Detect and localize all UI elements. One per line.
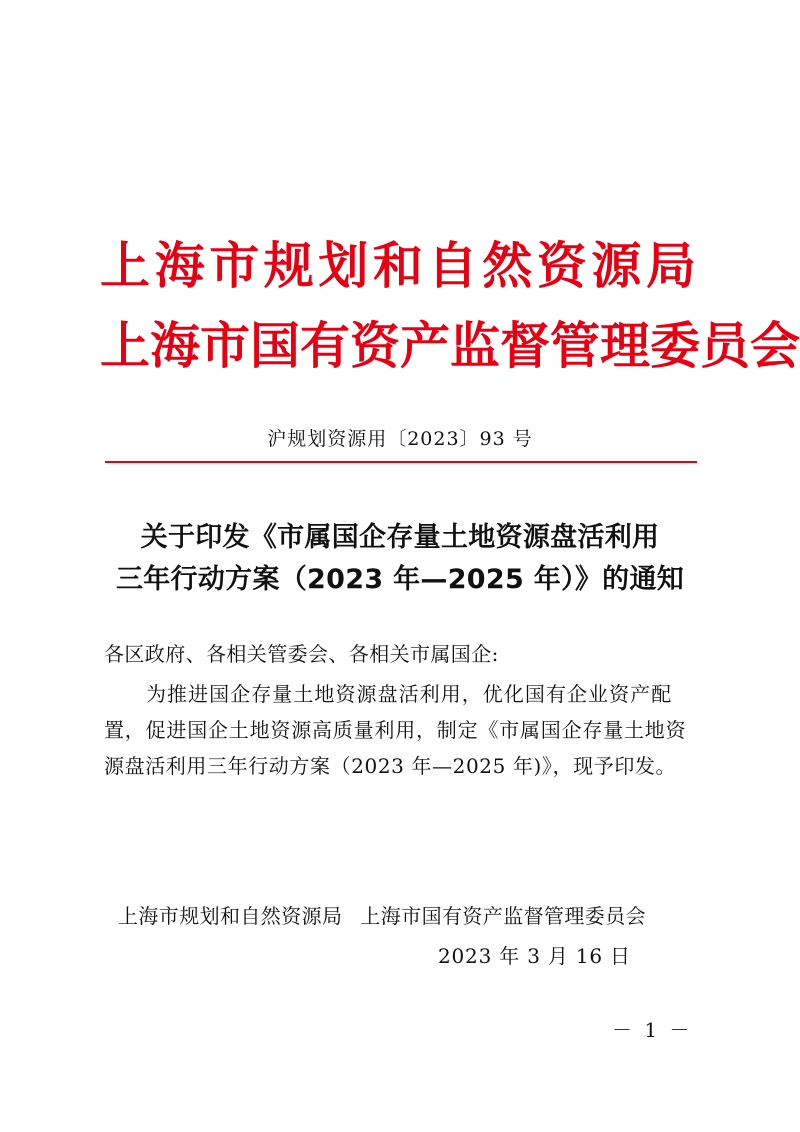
- issue-date: 2023 年 3 月 16 日: [438, 944, 631, 968]
- signature-block: [118, 898, 646, 934]
- document-title-line-1: 关于印发《市属国企存量土地资源盘活利用: [140, 522, 660, 553]
- issuer-name-line-2: 上海市国有资产监督管理委员会: [100, 316, 800, 375]
- document-number: 沪规划资源用〔2023〕93 号: [267, 428, 533, 450]
- document-title-line-2: 三年行动方案（2023 年—2025 年）》的通知: [115, 564, 685, 595]
- issuer-name-line-1: 上海市规划和自然资源局: [100, 236, 701, 295]
- addressee: 各区政府、各相关管委会、各相关市属国企:: [104, 642, 499, 666]
- body-line: 源盘活利用三年行动方案（2023 年—2025 年)》，现予印发。: [104, 754, 677, 778]
- signature-org-1: 上海市规划和自然资源局: [118, 904, 343, 928]
- red-divider-line: [105, 461, 697, 463]
- page-number: － 1 －: [612, 1018, 693, 1042]
- body-line: 为推进国企存量土地资源盘活利用，优化国有企业资产配: [146, 682, 673, 706]
- signature-org-2: 上海市国有资产监督管理委员会: [360, 904, 647, 928]
- body-line: 置，促进国企土地资源高质量利用，制定《市属国企存量土地资: [104, 718, 687, 742]
